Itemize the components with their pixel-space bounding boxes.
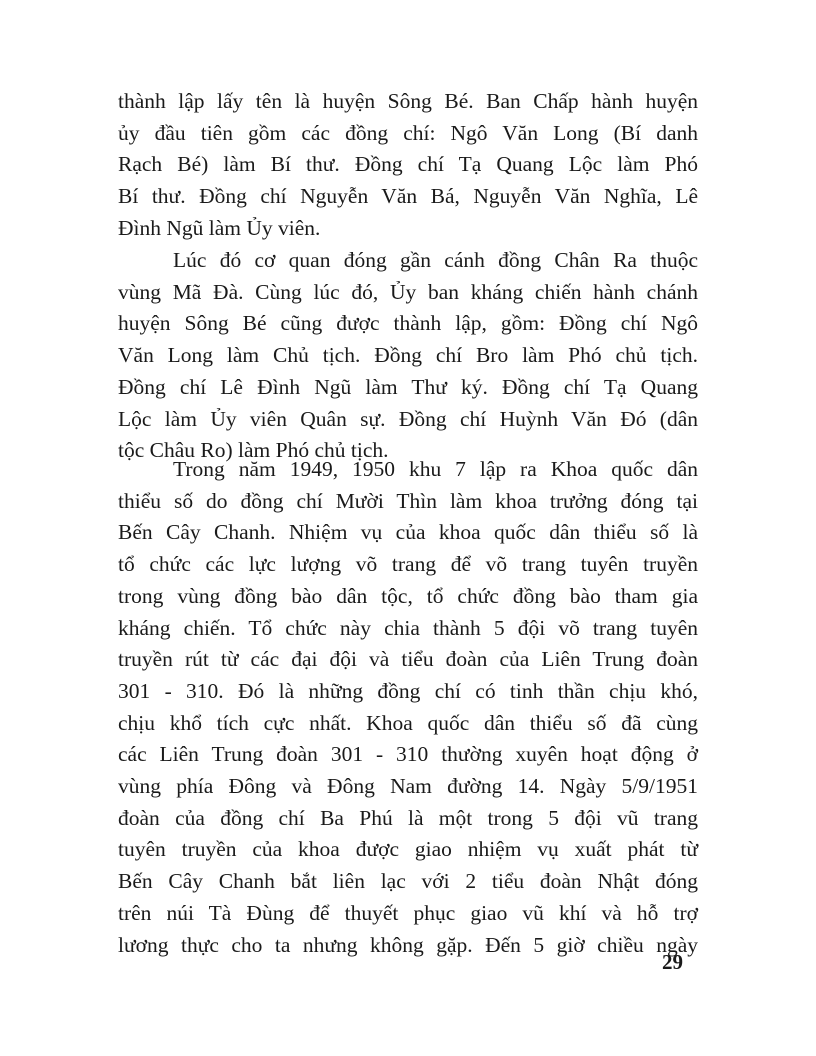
text-line: các Liên Trung đoàn 301 - 310 thường xuyên hoạt động ở (118, 742, 698, 767)
text-line: Rạch Bé) làm Bí thư. Đồng chí Tạ Quang Lộc làm Phó (118, 152, 698, 177)
text-line: vùng Mã Đà. Cùng lúc đó, Ủy ban kháng chiến hành chánh (118, 279, 698, 304)
text-line: ủy đầu tiên gồm các đồng chí: Ngô Văn Long (Bí danh (118, 120, 698, 145)
paragraph-1 (118, 86, 698, 245)
text-line: thành lập lấy tên là huyện Sông Bé. Ban Chấp hành huyện (118, 89, 698, 113)
text-line: Đình Ngũ làm Ủy viên. (118, 215, 321, 240)
text-line: 301 - 310. Đó là những đồng chí có tinh thần chịu khó, (118, 678, 698, 703)
page-number: 29 (662, 950, 683, 974)
text-line: thiểu số do đồng chí Mười Thìn làm khoa trưởng đóng tại (118, 488, 698, 513)
paragraph-2 (118, 245, 698, 467)
text-line: trên núi Tà Đùng để thuyết phục giao vũ khí và hỗ trợ (118, 900, 698, 925)
text-line: huyện Sông Bé cũng được thành lập, gồm: Đồng chí Ngô (118, 311, 698, 336)
text-line: truyền rút từ các đại đội và tiểu đoàn của Liên Trung đoàn (118, 647, 698, 672)
text-line: tổ chức các lực lượng võ trang để võ trang tuyên truyền (118, 552, 698, 577)
text-line: đoàn của đồng chí Ba Phú là một trong 5 đội vũ trang (118, 805, 698, 830)
text-line: Lúc đó cơ quan đóng gần cánh đồng Chân Ra thuộc (173, 248, 698, 272)
text-line: Bến Cây Chanh. Nhiệm vụ của khoa quốc dân thiểu số là (118, 520, 698, 545)
text-line: tuyên truyền của khoa được giao nhiệm vụ xuất phát từ (118, 837, 698, 862)
text-line: trong vùng đồng bào dân tộc, tổ chức đồng bào tham gia (118, 583, 698, 608)
text-line: Văn Long làm Chủ tịch. Đồng chí Bro làm Phó chủ tịch. (118, 343, 698, 368)
text-line: Lộc làm Ủy viên Quân sự. Đồng chí Huỳnh Văn Đó (dân (118, 406, 698, 431)
paragraph-3 (118, 454, 698, 961)
text-line: Bến Cây Chanh bắt liên lạc với 2 tiểu đoàn Nhật đóng (118, 869, 698, 894)
text-line: lương thực cho ta nhưng không gặp. Đến 5 giờ chiều ngày (118, 932, 698, 957)
text-line: Bí thư. Đồng chí Nguyễn Văn Bá, Nguyễn Văn Nghĩa, Lê (118, 184, 698, 209)
text-line: chịu khổ tích cực nhất. Khoa quốc dân thiểu số đã cùng (118, 710, 698, 735)
text-line: kháng chiến. Tổ chức này chia thành 5 đội võ trang tuyên (118, 615, 698, 640)
text-line: Trong năm 1949, 1950 khu 7 lập ra Khoa quốc dân (173, 457, 698, 481)
text-line: tộc Châu Ro) làm Phó chủ tịch. (118, 438, 389, 463)
text-line: vùng phía Đông và Đông Nam đường 14. Ngày 5/9/1951 (118, 774, 698, 799)
text-line: Đồng chí Lê Đình Ngũ làm Thư ký. Đồng chí Tạ Quang (118, 374, 698, 399)
